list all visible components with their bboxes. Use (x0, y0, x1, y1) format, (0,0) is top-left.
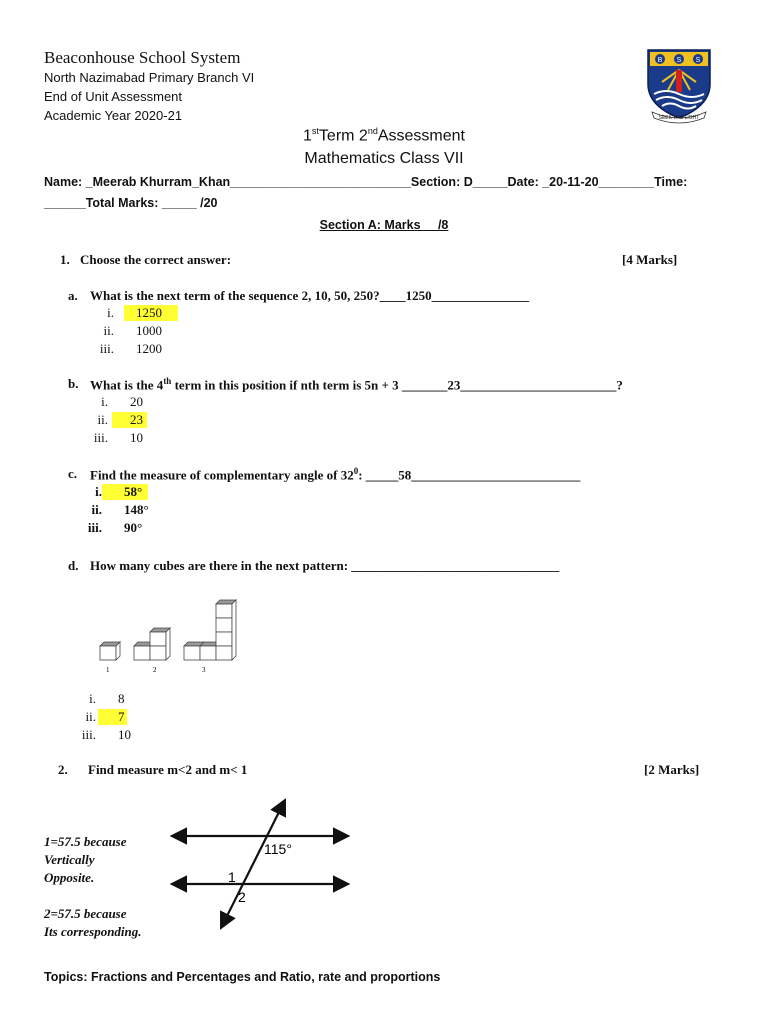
angle-2-label: 2 (238, 889, 246, 905)
option-value: 1000 (136, 323, 162, 338)
q2-number: 2. (58, 762, 68, 777)
q1a-text: What is the next term of the sequence 2, 10, 50, 250?____1250_______________ (90, 288, 530, 303)
term-text: Term 2 (318, 127, 368, 145)
q1b-label: b. (68, 376, 79, 391)
cube-pattern-figure (96, 598, 246, 678)
academic-year: Academic Year 2020-21 (44, 108, 183, 123)
q1b-text-pre: What is the 4 (90, 377, 164, 393)
crest-letter-1: B (657, 57, 663, 64)
option-value: 7 (98, 709, 127, 725)
assessment-name: End of Unit Assessment (44, 89, 183, 104)
q1-number: 1. (60, 252, 70, 267)
option-value: 10 (130, 430, 143, 445)
parallel-lines-diagram (166, 792, 356, 934)
assess-text: Assessment (377, 127, 465, 145)
answer2-line-2: Its corresponding. (44, 924, 142, 939)
pattern-label-2: 2 (153, 666, 157, 674)
q1c-text (90, 466, 580, 483)
angle-1-label: 1 (228, 869, 236, 885)
option-value: 1250 (124, 305, 178, 321)
option-numeral: i. (89, 691, 96, 706)
q1-marks: [4 Marks] (622, 252, 678, 267)
q1c-text-post: : _____58__________________________ (358, 467, 581, 483)
pattern-label-1: 1 (106, 666, 110, 674)
answer1-line-1: 1=57.5 because (44, 834, 127, 849)
q1b-text (90, 376, 623, 393)
option-numeral: iii. (81, 727, 96, 742)
q1d-text: How many cubes are there in the next pattern: ________________________________ (90, 558, 560, 573)
crest-letter-2: S (676, 57, 682, 64)
q1c-sup: 0 (353, 466, 359, 476)
option-numeral: iii. (87, 520, 102, 535)
option-numeral: i. (95, 484, 102, 499)
option-numeral: iii. (99, 341, 114, 356)
section-a-heading: Section A: Marks __/8 (319, 218, 449, 232)
option-value: 10 (118, 727, 131, 742)
assessment-title (0, 126, 768, 145)
option-value: 58° (102, 484, 148, 500)
crest-letter-3: S (695, 57, 701, 64)
q1c-label: c. (68, 466, 78, 481)
answer1-line-3: Opposite. (44, 870, 95, 885)
option-numeral: ii. (91, 502, 102, 517)
option-numeral: ii. (85, 709, 96, 724)
option-numeral: iii. (93, 430, 108, 445)
topics-footer: Topics: Fractions and Percentages and Ratio, rate and proportions (44, 970, 441, 984)
q1b-sup: th (163, 376, 172, 386)
q2-text: Find measure m<2 and m< 1 (88, 762, 248, 777)
option-value: 90° (124, 520, 143, 535)
option-value: 23 (112, 412, 147, 428)
q1b-text-post: term in this position if nth term is 5n + 3 _______23________________________? (171, 377, 623, 393)
angle-115-label: 115° (264, 841, 292, 857)
option-value: 1200 (136, 341, 162, 356)
term-sup: st (311, 126, 319, 136)
option-numeral: i. (101, 394, 108, 409)
q2-marks: [2 Marks] (644, 762, 700, 777)
q1-text: Choose the correct answer: (80, 252, 232, 267)
school-crest-logo (638, 44, 720, 124)
assess-sup: nd (367, 126, 378, 136)
option-value: 148° (124, 502, 149, 517)
branch-name: North Nazimabad Primary Branch VI (44, 70, 255, 85)
q1a-label: a. (68, 288, 78, 303)
option-value: 8 (118, 691, 125, 706)
school-name: Beaconhouse School System (44, 48, 241, 67)
answer1-line-2: Vertically (44, 852, 95, 867)
pattern-label-3: 3 (202, 666, 206, 674)
option-value: 20 (130, 394, 143, 409)
student-info-line: Name: _Meerab Khurram_Khan__________________________Section: D_____Date: _20-11-20________Time: (44, 175, 688, 189)
total-marks-line: ______Total Marks: _____ /20 (44, 196, 218, 210)
crest-motto: SEEK THE LIGHT (658, 115, 700, 121)
subject-title: Mathematics Class VII (304, 150, 464, 167)
answer2-line-1: 2=57.5 because (44, 906, 127, 921)
term-number: 1 (303, 127, 312, 145)
transversal-line (222, 802, 284, 926)
option-numeral: ii. (103, 323, 114, 338)
q1d-label: d. (68, 558, 79, 573)
q1c-text-pre: Find the measure of complementary angle of 32 (90, 467, 354, 483)
option-numeral: ii. (97, 412, 108, 427)
option-numeral: i. (107, 305, 114, 320)
